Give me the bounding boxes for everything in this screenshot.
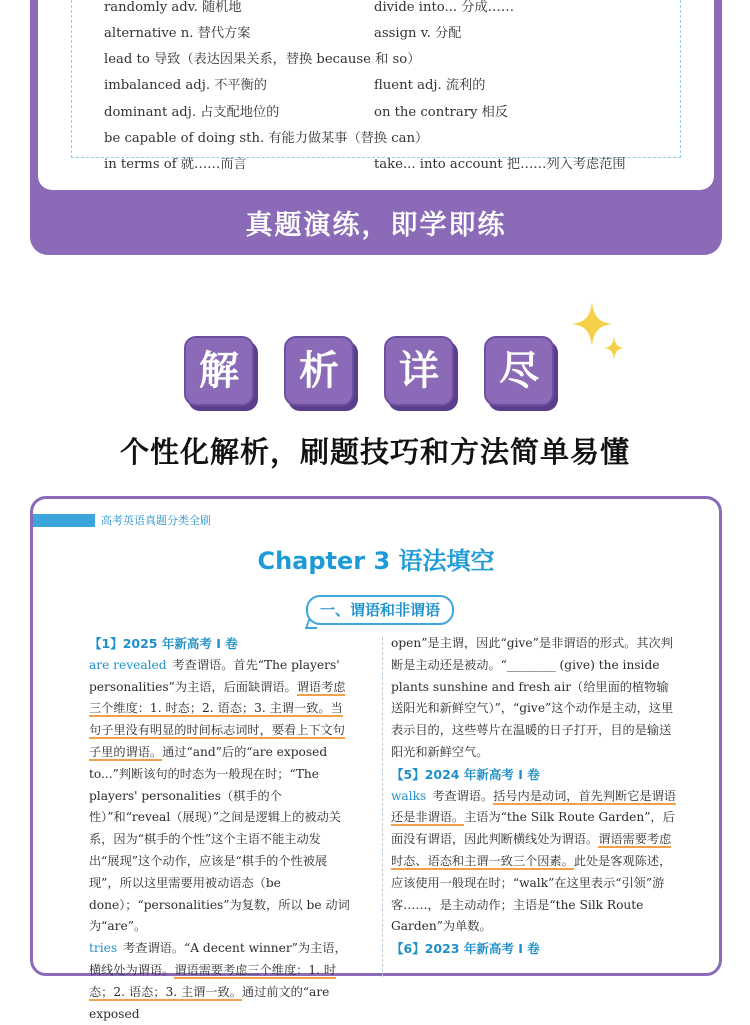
vocab-row-3-left: lead to 导致（表达因果关系，替换 because 和 so）: [104, 52, 421, 67]
question-5-text-b: 主语为“the Silk Route Garden”，后面没有谓语，因此判断横线处为谓语。: [391, 810, 675, 847]
feature-tile-2: 析: [284, 336, 354, 406]
question-1-text-b: 通过“and”后的“are exposed to...”判断该句的时态为一般现在时；“The players' personalities（棋手的个性）”和“reveal（展现）”之间是逻辑上的被动关系，因为“棋手的个性”这个主语不能主动发出“展现”这个动作，应该是“棋手的个性被展现”，所以这里需要用被动语态（be done）；“personalities”为复数，所以 be 动词为“are”。: [89, 744, 350, 934]
vocab-row-6-left: be capable of doing sth. 有能力做某事（替换 can）: [104, 131, 429, 146]
left-column: [89, 633, 351, 1025]
feature-tile-4: 尽: [484, 336, 554, 406]
question-2-explanation: [89, 938, 351, 1025]
question-1-highlight: 谓语考虑三个维度：1. 时态；2. 语态；3. 主谓一致。当句子里没有明显的时间标志词时，要看上下文句子里的谓语。: [89, 679, 346, 759]
book-page: [30, 496, 722, 1021]
column-divider: [382, 637, 383, 977]
question-5-highlight-2: 谓语需要考虑时态、语态和主谓一致三个因素。: [391, 832, 672, 868]
header-bar: [33, 514, 95, 527]
feature-subtitle: 个性化解析，刷题技巧和方法简单易懂: [119, 435, 630, 469]
question-4-continued: open”是主谓，因此“give”是非谓语的形式。其次判断是主动还是被动。“________ (give) the inside plants sunshine and fresh air（给里面的植物输送阳光和新鲜空气）”，“give”这个动作是主动，这里表示目的，这些萼片在温暖的日子打开，目的是输送阳光和新鲜空气。: [391, 636, 674, 759]
vocab-row-7-left: in terms of 就……而言: [104, 157, 247, 172]
question-1-answer: are revealed: [89, 657, 167, 672]
feature-tile-3: 详: [384, 336, 454, 406]
vocab-row-2-left: alternative n. 替代方案: [104, 26, 251, 41]
sparkle-icon: [568, 302, 628, 364]
question-1-explanation: [89, 655, 351, 938]
section-title: 一、谓语和非谓语: [306, 595, 454, 625]
vocab-row-4-right: fluent adj. 流利的: [374, 78, 486, 93]
question-1-heading: 【1】2025 年新高考 Ⅰ 卷: [89, 636, 238, 651]
book-header: 高考英语真题分类全刷: [101, 514, 211, 527]
question-2-text-a: 考查谓语。“A decent winner”为主语，横线处为谓语。: [89, 941, 347, 977]
practice-banner: 真题演练，即学即练: [245, 210, 507, 241]
vocab-row-4-left: imbalanced adj. 不平衡的: [104, 78, 267, 93]
question-5-highlight-1: 括号内是动词，首先判断它是谓语还是非谓语。: [391, 788, 676, 825]
question-2-text-b: 通过前文的“are exposed: [89, 984, 330, 1021]
feature-tile-1: 解: [184, 336, 254, 406]
right-column: [391, 633, 676, 960]
vocab-row-5-right: on the contrary 相反: [374, 105, 509, 120]
vocab-row-5-left: dominant adj. 占支配地位的: [104, 105, 280, 120]
question-5-explanation: [391, 786, 676, 939]
vocab-row-1-left: randomly adv. 随机地: [104, 0, 242, 15]
question-5-heading: 【5】2024 年新高考 Ⅰ 卷: [391, 766, 540, 782]
vocab-row-7-right: take... into account 把……列入考虑范围: [374, 157, 626, 172]
question-5-text-c: 此处是客观陈述，应该使用一般现在时；“walk”在这里表示“引领”游客……，是主动动作；主语是“the Silk Route Garden”为单数。: [391, 853, 672, 934]
question-2-highlight: 谓语需要考虑三个维度：1. 时态；2. 语态；3. 主谓一致。: [89, 962, 337, 999]
vocab-row-1-right: divide into... 分成……: [374, 0, 515, 15]
chapter-title: Chapter 3 语法填空: [257, 547, 495, 575]
question-6-heading: 【6】2023 年新高考 Ⅰ 卷: [391, 941, 540, 957]
question-5-text-a: 考查谓语。: [432, 788, 494, 803]
question-1-text-a: 考查谓语。首先“The players' personalities”为主语，后面缺谓语。: [89, 657, 340, 694]
vocab-row-2-right: assign v. 分配: [374, 26, 462, 41]
question-2-answer: tries: [89, 941, 118, 956]
question-5-answer: walks: [391, 788, 427, 803]
